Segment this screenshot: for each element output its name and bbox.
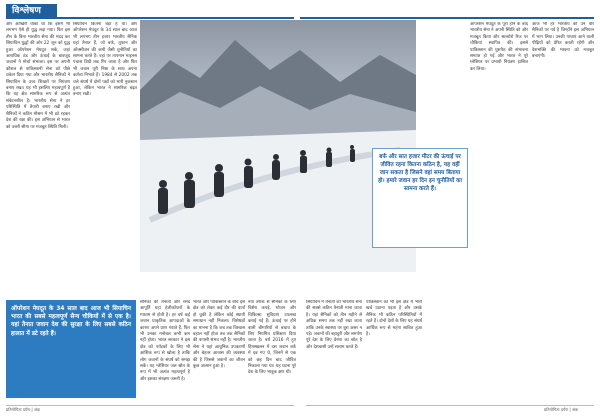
text-column-2: सियाचिन कितना बड़ा है वो। और ऑपरेशन मेघदूत के 34 साल बाद आज भी लगभग तीन हजार भारतीय सैनिक यहां तैनात हैं, जो बर्फ, तूफान और ऑक्सीजन की कमी जैसी चुनौतियों का सामना करते हैं। वहां पर तापमान माइनस पचास डिग्री तक गिर जाता है और फिर भी जवान पूरी निष्ठा के साथ अपना कर्तव्य निभाते हैं। 1984 से 2002 तक चले संघर्ष में दोनों पक्षों को भारी नुकसान हुआ, लेकिन भारत ने सामरिक बढ़त बनाए रखी। xyxy=(73,22,137,98)
footer-rule-right xyxy=(306,405,594,406)
pull-quote: बर्फ और सात हजार मीटर की ऊंचाई पर जीवित रहना कितना कठिन है, यह वहीं जान सकता है जिसने वहां समय बिताया हो। हमारे जवान हर दिन इन चुनौतियों का सामना करते हैं। xyxy=(372,148,468,248)
text-column-8: पाकिस्तान को भी इस क्षेत्र में भारी खर्च उठाना पड़ता है और उसके सैनिक भी कठिन परिस्थितियों में रहते हैं। दोनों देशों के लिए यह संघर्ष आर्थिक रूप से महंगा साबित हुआ है। xyxy=(366,300,422,338)
section-title: विश्लेषण xyxy=(6,4,57,18)
highlight-callout-box: ऑपरेशन मेघदूत के 34 साल बाद आज भी सियाचिन भारत की सबसे महत्वपूर्ण सैन्य चौकियों में से एक है। यहां तैनात जवान देश की सुरक्षा के लिए सबसे कठिन हालात में डटे रहते हैं। xyxy=(6,300,136,398)
text-column-7: सियाचिन में तैनाती को भारतीय सेना की सबसे कठिन तैनाती माना जाता है। यहां सैनिकों को तीन महीने से अधिक समय तक नहीं रखा जाता ताकि उनके स्वास्थ्य पर बुरा असर न पड़े। जवानों की बहादुरी और समर्पण पूरे देश के लिए प्रेरणा का स्रोत है और देशवासी उन्हें सलाम करते हैं। xyxy=(306,300,362,350)
section-divider xyxy=(6,17,294,19)
text-column-6: नया तरीके से सैनिकों के लिए विशेष कपड़े, भोजन और चिकित्सा सुविधाएं उपलब्ध कराई गई हैं। ऊंचाई पर होने वाली बीमारियों से बचाव के लिए नियमित प्रशिक्षण दिया जाता है। वर्ष 2016 में हुए हिमस्खलन में दस जवान बर्फ में दब गए थे, जिनमें से एक को छह दिन बाद जीवित निकाला गया था। यह घटना पूरे देश के लिए भावुक क्षण थी। xyxy=(248,300,296,376)
text-column-9: ऑपरेशन मेघदूत के पूरा होने के बाद भारतीय सेना ने अपनी स्थिति को और मजबूत किया और साल्टोरो रिज पर चौकियां स्थापित कीं। इससे पाकिस्तान की घुसपैठ की संभावना समाप्त हो गई और भारत ने पूरे ग्लेशियर पर प्रभावी नियंत्रण हासिल कर लिया। xyxy=(470,22,528,72)
footer-right: प्रतियोगिता दर्पण | अंक xyxy=(544,407,579,412)
text-column-1: और आखिरी चौका था कि इसमें भी लगभग ऐसे ही युद्ध लड़ा गया। फिर इस तीन के बिना भारतीय सेना की मदद कर सियाचिन युद्धों की ओर 22 जून को युद्ध हुआ ऑपरेशन मेघदूत सकें, जहां अत्यधिक ठंड और ऊंचाई के बावजूद जवानों ने मोर्चा संभाला। इस पर अपनी कौशल से पाकिस्तानी सेना को पीछे धकेल दिया गया और भारतीय सैनिकों ने सियाचिन के उच्च शिखरों पर नियंत्रण बनाए रखा। यह भी इसलिए महत्वपूर्ण है कि यह क्षेत्र सामरिक रूप से अत्यंत संवेदनशील है। भारतीय सेना ने हर परिस्थिति में तैयारी बनाए रखी और सैनिकों ने कठिन मौसम में भी डटे रहकर देश की रक्षा की। इस अभियान से भारत को उत्तरी सीमा पर मजबूत स्थिति मिली। xyxy=(6,22,70,130)
section-divider-right xyxy=(300,17,594,19)
text-column-5: भारत और पाकिस्तान के बीच इस क्षेत्र को लेकर कई दौर की वार्ता हो चुकी है लेकिन कोई स्थायी समाधान नहीं निकला। विशेषज्ञों का मानना है कि जब तक विश्वास बहाल नहीं होता तब तक सैनिकों की वापसी संभव नहीं है। भारतीय सेना ने यहां आधुनिक उपकरणों और बेहतर आवास की व्यवस्था की है जिससे जवानों का जीवन कुछ आसान हुआ है। xyxy=(193,300,245,370)
footer-rule-left xyxy=(6,405,294,406)
footer-left: प्रतियोगिता दर्पण | अंक xyxy=(6,407,41,412)
text-column-4: सैनिकों की तैनाती और रसद आपूर्ति यहां हेलीकॉप्टरों के माध्यम से होती है। हर वर्ष कई जवान प्राकृतिक आपदाओं के कारण अपने प्राण गंवाते हैं, फिर भी उनका मनोबल कभी कम नहीं होता। भारत सरकार ने इस क्षेत्र को पर्यटकों के लिए भी आंशिक रूप से खोला है ताकि लोग जवानों के संघर्ष को समझ सकें। यह ग्लेशियर जल स्रोत के रूप में भी अत्यंत महत्वपूर्ण है और इसका संरक्षण जरूरी है। xyxy=(140,300,190,382)
text-column-10: आज भी हर भारतीय को उन वीर सैनिकों पर गर्व है जिन्होंने इस अभियान में भाग लिया। उनकी गाथाएं आने वाली पीढ़ियों को प्रेरित करती रहेंगी और देशभक्ति की भावना को मजबूत बनाएंगी। xyxy=(532,22,594,60)
